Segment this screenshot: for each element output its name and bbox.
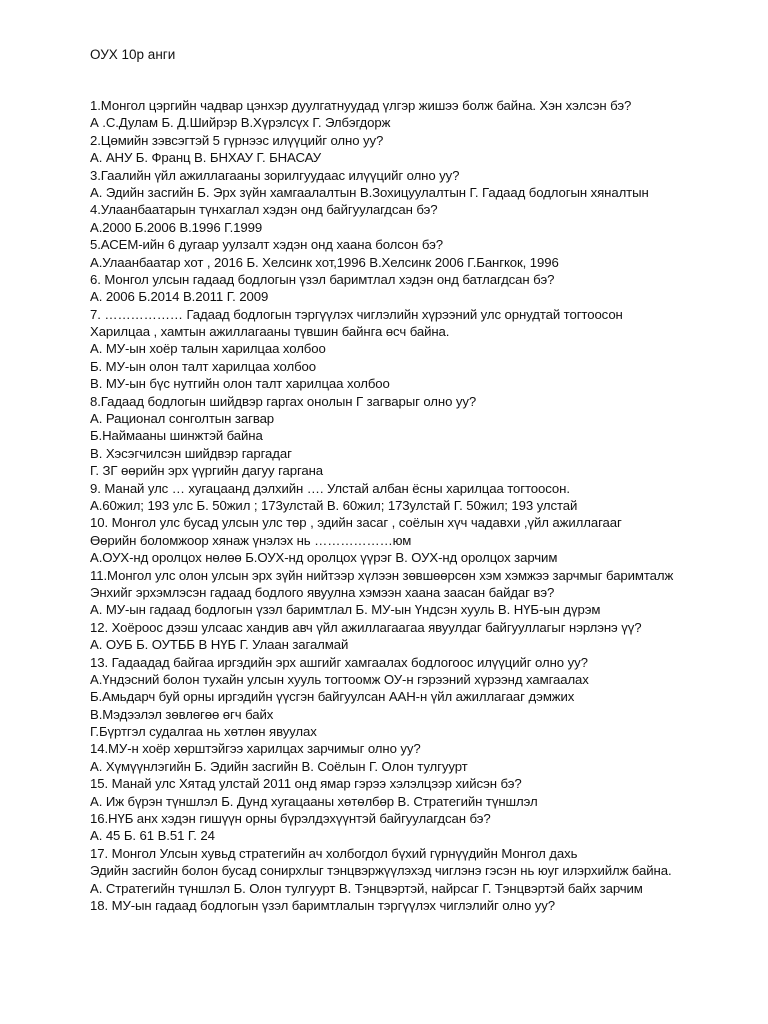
text-line: А. 2006 Б.2014 В.2011 Г. 2009 (90, 289, 269, 305)
text-line: В. МУ-ын бүс нутгийн олон талт харилцаа холбоо (90, 376, 390, 392)
text-line: 3.Гаалийн үйл ажиллагааны зорилгуудаас илүүцийг олно уу? (90, 167, 460, 183)
question-list (90, 97, 750, 914)
text-line: 18. МУ-ын гадаад бодлогын үзэл баримтлалын тэргүүлэх чиглэлийг олно уу? (90, 897, 556, 913)
text-line: А. ОУБ Б. ОУТББ В НҮБ Г. Улаан загалмай (90, 637, 349, 653)
text-line: Б. МУ-ын олон талт харилцаа холбоо (90, 358, 317, 374)
text-line: 12. Хоёроос дээш улсаас хандив авч үйл ажиллагаагаа явуулдаг байгууллагыг нэрлэнэ үү? (90, 619, 642, 635)
text-line: 8.Гадаад бодлогын шийдвэр гаргах онолын Г загварыг олно уу? (90, 393, 477, 409)
text-line: 11.Монгол улс олон улсын эрх зүйн нийтээр хүлээн зөвшөөрсөн хэм хэмжээ зарчмыг баримталж (90, 567, 674, 583)
text-line: Эдийн засгийн болон бусад сонирхлыг тэнцвэржүүлэхэд чиглэнэ гэсэн нь юуг илэрхийлж байна. (90, 863, 672, 879)
text-line: А.2000 Б.2006 В.1996 Г.1999 (90, 219, 263, 235)
text-line: Г. ЗГ өөрийн эрх үүргийн дагуу гаргана (90, 463, 324, 479)
text-line: А. Эдийн засгийн Б. Эрх зүйн хамгаалалтын В.Зохицуулалтын Г. Гадаад бодлогын хяналтын (90, 184, 649, 200)
text-line: А. Рационал сонголтын загвар (90, 411, 275, 427)
text-line: А.ОУХ-нд оролцох нөлөө Б.ОУХ-нд оролцох үүрэг В. ОУХ-нд оролцох зарчим (90, 550, 558, 566)
text-line: 1.Монгол цэргийн чадвар цэнхэр дуулгатнуудад үлгэр жишээ болж байна. Хэн хэлсэн бэ? (90, 98, 632, 113)
text-line: 10. Монгол улс бусад улсын улс төр , эдийн засаг , соёлын хүч чадавхи ,үйл ажиллагааг (90, 515, 622, 531)
text-line: 9. Манай улс … хугацаанд дэлхийн …. Улстай албан ёсны харилцаа тогтоосон. (90, 480, 570, 496)
text-line: А. АНУ Б. Франц В. БНХАУ Г. БНАСАУ (90, 150, 321, 166)
text-line: 7. ……………… Гадаад бодлогын тэргүүлэх чиглэлийн хүрээний улс орнудтай тогтоосон (90, 306, 623, 322)
text-line: 4.Улаанбаатарын түнхаглал хэдэн онд байгуулагдсан бэ? (90, 202, 438, 218)
text-line: А.60жил; 193 улс Б. 50жил ; 173улстай В. 60жил; 173улстай Г. 50жил; 193 улстай (90, 497, 578, 513)
text-line: Харилцаа , хамтын ажиллагааны түвшин байнга өсч байна. (90, 324, 450, 340)
text-line: А. МУ-ын гадаад бодлогын үзэл баримтлал Б. МУ-ын Үндсэн хууль В. НҮБ-ын дүрэм (90, 602, 601, 618)
text-line: Өөрийн боломжоор хянаж үнэлэх нь ………………юм (90, 532, 412, 548)
text-line: 2.Цөмийн зэвсэгтэй 5 гүрнээс илүүцийг олно уу? (90, 132, 384, 148)
text-line: А.Үндэсний болон тухайн улсын хууль тогтоомж ОУ-н гэрээний хүрээнд хамгаалах (90, 671, 589, 687)
text-line: В. Хэсэгчилсэн шийдвэр гаргадаг (90, 445, 292, 461)
text-line: А. 45 Б. 61 В.51 Г. 24 (90, 828, 215, 844)
text-line: 15. Манай улс Хятад улстай 2011 онд ямар гэрээ хэлэлцээр хийсэн бэ? (90, 776, 522, 792)
text-line: Г.Бүртгэл судалгаа нь хөтлөн явуулах (90, 724, 317, 740)
text-line: 13. Гадаадад байгаа иргэдийн эрх ашгийг хамгаалах бодлогоос илүүцийг олно уу? (90, 654, 588, 670)
text-line: Б.Амьдарч буй орны иргэдийн үүсгэн байгуулсан ААН-н үйл ажиллагааг дэмжих (90, 689, 575, 705)
text-line: 17. Монгол Улсын хувьд стратегийн ач холбогдол бүхий гүрнүүдийн Монгол дахь (90, 845, 578, 861)
text-line: Б.Наймааны шинжтэй байна (90, 428, 263, 444)
text-line: А.Улаанбаатар хот , 2016 Б. Хелсинк хот,1996 В.Хелсинк 2006 Г.Бангкок, 1996 (90, 254, 559, 270)
text-line: 14.МУ-н хоёр хөрштэйгээ харилцах зарчимыг олно уу? (90, 741, 421, 757)
text-line: 5.АСЕМ-ийн 6 дугаар уулзалт хэдэн онд хаана болсон бэ? (90, 237, 444, 253)
document-title: ОУХ 10р анги (90, 47, 176, 62)
text-line: А. Иж бүрэн түншлэл Б. Дунд хугацааны хөтөлбөр В. Стратегийн түншлэл (90, 793, 538, 809)
text-line: А. Хүмүүнлэгийн Б. Эдийн засгийн В. Соёлын Г. Олон тулгуурт (90, 758, 468, 774)
text-line: 16.НҮБ анх хэдэн гишүүн орны бүрэлдэхүүнтэй байгуулагдсан бэ? (90, 811, 491, 827)
text-line: 6. Монгол улсын гадаад бодлогын үзэл баримтлал хэдэн онд батлагдсан бэ? (90, 271, 555, 287)
text-line: А .С.Дулам Б. Д.Шийрэр В.Хүрэлсүх Г. Элбэгдорж (90, 115, 391, 131)
text-line: А. МУ-ын хоёр талын харилцаа холбоо (90, 341, 326, 357)
text-line: Энхийг эрхэмлэсэн гадаад бодлого явуулна хэмээн хаана заасан байдаг вэ? (90, 584, 555, 600)
text-line: В.Мэдээлэл зөвлөгөө өгч байх (90, 706, 274, 722)
text-line: А. Стратегийн түншлэл Б. Олон тулгуурт В. Тэнцвэртэй, найрсаг Г. Тэнцвэртэй байх зарчим (90, 880, 643, 896)
